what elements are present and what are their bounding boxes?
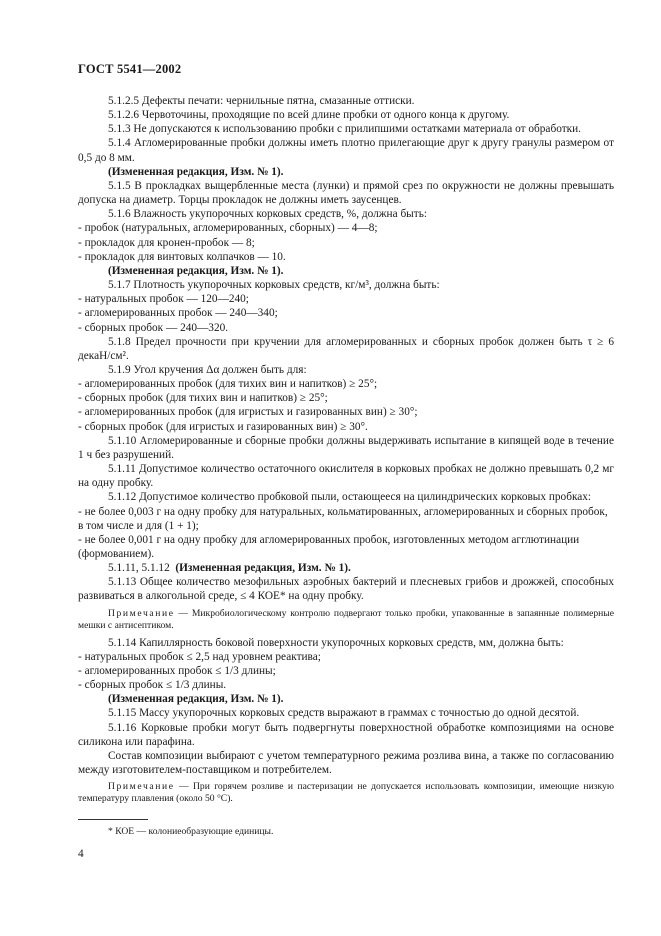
clause-paragraph: 5.1.6 Влажность укупорочных корковых средств, %, должна быть: (108, 208, 428, 221)
amendment-note: (Измененная редакция, Изм. № 1). (175, 562, 351, 575)
clause-paragraph: 5.1.3 Не допускаются к использованию пробки с прилипшими остатками материала от обработки. (108, 123, 581, 136)
note-paragraph (78, 781, 614, 805)
clause-paragraph: 5.1.14 Капиллярность боковой поверхности укупорочных корковых средств, мм, должна быть: (108, 636, 564, 649)
list-item: - агломерированных пробок (для игристых и газированных вин) ≥ 30°; (78, 406, 418, 419)
list-item: - пробок (натуральных, агломерированных, сборных) — 4—8; (78, 222, 378, 235)
list-item: - натуральных пробок — 120—240; (78, 293, 249, 306)
list-item: - агломерированных пробок (для тихих вин и напитков) ≥ 25°; (78, 378, 378, 391)
list-item: - сборных пробок — 240—320. (78, 321, 229, 334)
clause-paragraph: 5.1.4 Агломерированные пробки должны иметь плотно прилегающие друг к другу гранулы размером от 0,5 до 8 мм. (78, 137, 614, 164)
note-text: — Микробиологическому контролю подвергают только пробки, упакованные в запаянные полимерные мешки с антисептиком. (78, 607, 614, 631)
amendment-note: (Измененная редакция, Изм. № 1). (108, 693, 284, 706)
clause-paragraph: 5.1.10 Агломерированные и сборные пробки должны выдерживать испытание в кипящей воде в течение 1 ч без разрушений. (78, 434, 614, 461)
list-item: - не более 0,003 г на одну пробку для натуральных, кольматированных, агломерированных и сборных пробок, в том числе и для (1 + 1); (78, 505, 608, 532)
amendment-note: (Измененная редакция, Изм. № 1). (108, 264, 284, 277)
clause-paragraph: 5.1.15 Массу укупорочных корковых средств выражают в граммах с точностью до одной десятой. (108, 707, 580, 720)
clause-paragraph: 5.1.5 В прокладках выщербленные места (лунки) и прямой срез по окружности не должны превышать допуска на диаметр. Торцы прокладок не должны иметь заусенцев. (78, 179, 614, 207)
clause-paragraph: 5.1.7 Плотность укупорочных корковых средств, кг/м³, должна быть: (108, 279, 440, 292)
list-item: - сборных пробок ≤ 1/3 длины. (78, 679, 227, 692)
list-item: - не более 0,001 г на одну пробку для агломерированных пробок, изготовленных методом агглютинации (формованием). (78, 533, 580, 560)
note-paragraph (78, 608, 614, 632)
clause-refs: 5.1.11, 5.1.12 (108, 562, 176, 575)
list-item: - прокладок для винтовых колпачков — 10. (78, 250, 286, 263)
list-item: - прокладок для кронен-пробок — 8; (78, 236, 255, 249)
clause-paragraph: Состав композиции выбирают с учетом температурного режима розлива вина, а также по согласованию между изготовителем-поставщиком и потребителем. (78, 749, 614, 777)
page-number: 4 (78, 848, 84, 860)
clause-paragraph: 5.1.8 Предел прочности при кручении для агломерированных и сборных пробок должен быть τ ≥ 6 декаН/см². (78, 335, 614, 362)
amendment-paragraph (78, 561, 614, 575)
document-body (78, 94, 614, 809)
footnote: * КОЕ — колониеобразующие единицы. (108, 826, 274, 837)
clause-paragraph: 5.1.2.6 Червоточины, проходящие по всей длине пробки от одного конца к другому. (108, 109, 510, 122)
list-item: - сборных пробок (для тихих вин и напитков) ≥ 25°; (78, 392, 328, 405)
footnote-rule (78, 819, 148, 820)
list-item: - натуральных пробок ≤ 2,5 над уровнем реактива; (78, 650, 321, 663)
clause-paragraph: 5.1.2.5 Дефекты печати: чернильные пятна, смазанные оттиски. (108, 95, 415, 107)
clause-paragraph: 5.1.11 Допустимое количество остаточного окислителя в корковых пробках не должно превышать 0,2 мг на одну пробку. (78, 463, 614, 490)
note-label: Примечание (108, 607, 175, 619)
note-label: Примечание (108, 781, 175, 793)
clause-paragraph: 5.1.9 Угол кручения Δα должен быть для: (108, 363, 307, 376)
list-item: - сборных пробок (для игристых и газированных вин) ≥ 30°. (78, 420, 368, 433)
list-item: - агломерированных пробок ≤ 1/3 длины; (78, 664, 276, 677)
clause-paragraph: 5.1.12 Допустимое количество пробковой пыли, остающееся на цилиндрических корковых пробках: (108, 491, 592, 504)
note-text: — При горячем розливе и пастеризации не допускается использовать композиции, имеющие низкую температуру плавления (около 50 °С). (78, 781, 614, 805)
amendment-note: (Измененная редакция, Изм. № 1). (108, 165, 284, 178)
clause-paragraph: 5.1.16 Корковые пробки могут быть подвергнуты поверхностной обработке композициями на основе силикона или парафина. (78, 721, 614, 748)
list-item: - агломерированных пробок — 240—340; (78, 307, 278, 320)
document-header: ГОСТ 5541—2002 (78, 62, 182, 76)
clause-paragraph: 5.1.13 Общее количество мезофильных аэробных бактерий и плесневых грибов и дрожжей, способных развиваться в алкогольной среде, ≤ 4 КОЕ* на одну пробку. (78, 576, 614, 603)
